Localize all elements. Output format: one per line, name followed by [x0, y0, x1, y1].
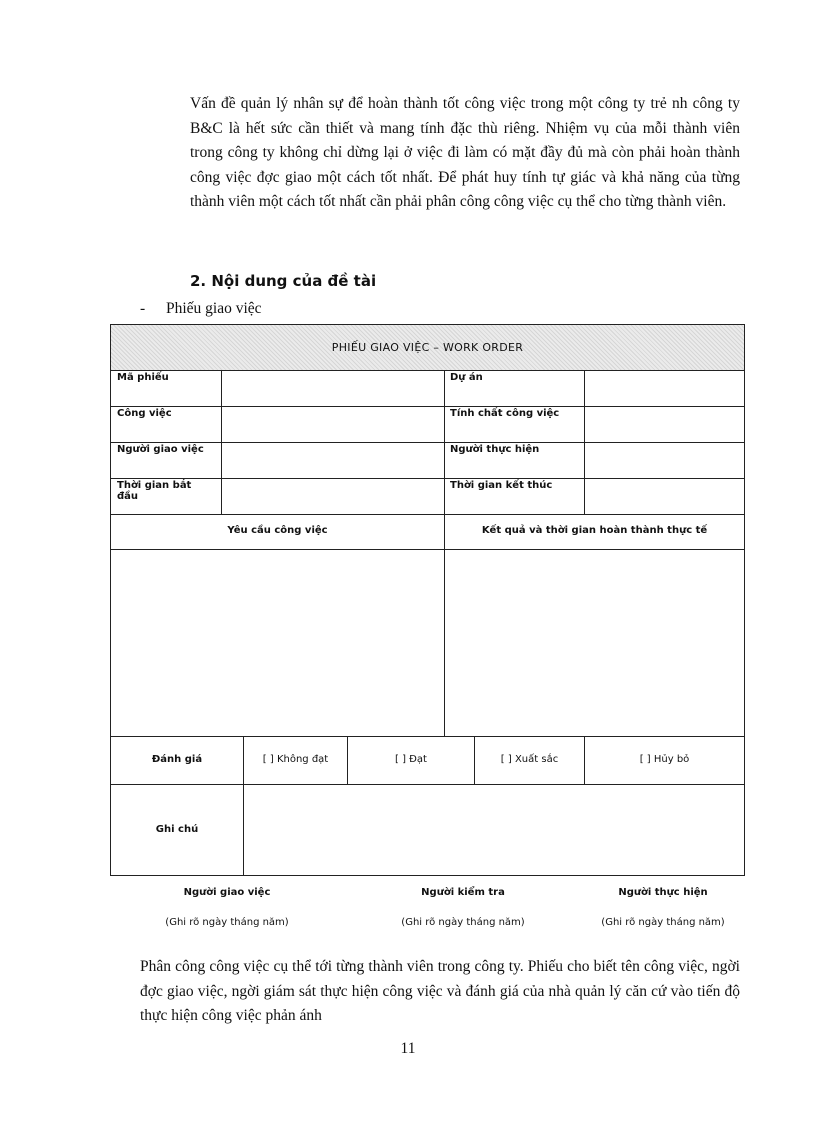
field-ma-phieu[interactable] [222, 371, 443, 405]
label-danh-gia: Đánh giá [151, 754, 203, 765]
bullet-item [140, 300, 262, 318]
signature-role-kiem-tra: Người kiểm tra [421, 887, 505, 898]
label-du-an: Dự án [450, 372, 483, 383]
field-yeu-cau[interactable] [112, 551, 443, 735]
label-tinh-chat: Tính chất công việc [450, 408, 560, 419]
label-cong-viec: Công việc [117, 408, 172, 419]
signature-note-giao-viec: (Ghi rõ ngày tháng năm) [165, 917, 289, 928]
label-nguoi-thuc-hien: Người thực hiện [450, 444, 540, 455]
field-thoi-gian-ket-thuc[interactable] [585, 479, 743, 513]
label-thoi-gian-bat-dau: Thời gian bắt đầu [117, 480, 192, 502]
bullet-dash: - [140, 300, 146, 317]
field-tinh-chat[interactable] [585, 407, 743, 441]
closing-paragraph: Phân công công việc cụ thể tới từng thành viên trong công ty. Phiếu cho biết tên công việc, ngời đợc giao việc, ngời giám sát thực hiện công việc và đánh giá của nhà quản lý căn cứ vào tiến độ thực hiện công việc phản ánh [140, 958, 740, 1024]
signature-note-kiem-tra: (Ghi rõ ngày tháng năm) [401, 917, 525, 928]
label-nguoi-giao-viec: Người giao việc [117, 444, 204, 455]
label-thoi-gian-ket-thuc: Thời gian kết thúc [450, 480, 553, 491]
form-title: PHIẾU GIAO VIỆC – WORK ORDER [331, 341, 524, 354]
page-number: 11 [400, 1040, 416, 1057]
signature-role-thuc-hien: Người thực hiện [618, 887, 708, 898]
option-khong-dat[interactable]: [ ] Không đạt [262, 754, 329, 765]
signature-role-giao-viec: Người giao việc [183, 887, 271, 898]
field-nguoi-thuc-hien[interactable] [585, 443, 743, 477]
field-ghi-chu[interactable] [244, 785, 743, 875]
label-ghi-chu: Ghi chú [155, 824, 199, 835]
option-huy-bo[interactable]: [ ] Hủy bỏ [639, 754, 690, 765]
label-ma-phieu: Mã phiếu [117, 372, 169, 383]
label-ket-qua: Kết quả và thời gian hoàn thành thực tế [481, 525, 708, 536]
bullet-text: Phiếu giao việc [166, 300, 262, 317]
intro-paragraph: Vấn đề quản lý nhân sự để hoàn thành tốt công việc trong một công ty trẻ nh công ty B&C là hết sức cần thiết và mang tính đặc thù riêng. Nhiệm vụ của mỗi thành viên trong công ty không chỉ dừng lại ở việc đi làm có mặt đầy đủ mà còn phải hoàn thành công việc đợc giao một cách tốt nhất. Để phát huy tính tự giác và khả năng của từng thành viên một cách tốt nhất cần phải phân công công việc cụ thể cho từng thành viên. [190, 95, 740, 210]
field-cong-viec[interactable] [222, 407, 443, 441]
option-dat[interactable]: [ ] Đạt [395, 754, 427, 765]
field-ket-qua[interactable] [445, 551, 743, 735]
field-du-an[interactable] [585, 371, 743, 405]
field-nguoi-giao-viec[interactable] [222, 443, 443, 477]
work-order-form [110, 324, 745, 876]
field-thoi-gian-bat-dau[interactable] [222, 479, 443, 513]
signature-note-thuc-hien: (Ghi rõ ngày tháng năm) [601, 917, 725, 928]
section-heading: 2. Nội dung của đề tài [190, 272, 377, 290]
label-yeu-cau: Yêu cầu công việc [227, 525, 328, 536]
option-xuat-sac[interactable]: [ ] Xuất sắc [500, 754, 559, 765]
